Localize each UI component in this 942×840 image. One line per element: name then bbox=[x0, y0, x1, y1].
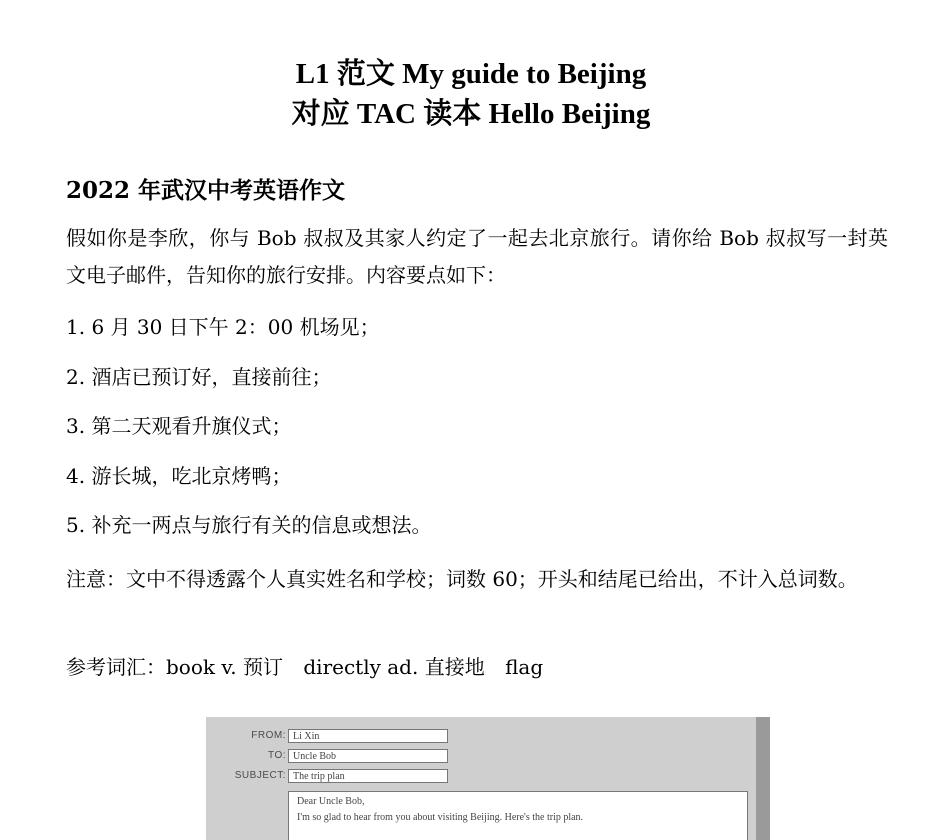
email-body bbox=[288, 791, 748, 840]
to-field: Uncle Bob bbox=[288, 749, 448, 763]
vocab-item-directly: directly ad. 直接地 bbox=[303, 655, 485, 679]
point-5: 5. 补充一两点与旅行有关的信息或想法。 bbox=[66, 513, 432, 537]
point-4: 4. 游长城，吃北京烤鸭； bbox=[66, 464, 292, 488]
point-3: 3. 第二天观看升旗仪式； bbox=[66, 414, 292, 438]
vocab-item-book: 参考词汇：book v. 预订 bbox=[66, 655, 284, 679]
to-label: TO: bbox=[268, 750, 286, 761]
document-title-line2: 对应 TAC 读本 Hello Beijing bbox=[291, 98, 651, 130]
email-body-text: I'm so glad to hear from you about visiting Beijing. Here's the trip plan. bbox=[297, 812, 584, 823]
vocab-item-flag: flag bbox=[505, 655, 544, 679]
subject-field: The trip plan bbox=[288, 769, 448, 783]
figure-shadow bbox=[756, 717, 770, 840]
from-field: Li Xin bbox=[288, 729, 448, 743]
intro-paragraph: 假如你是李欣，你与 Bob 叔叔及其家人约定了一起去北京旅行。请你给 Bob 叔叔写一封英文电子邮件，告知你的旅行安排。内容要点如下： bbox=[66, 226, 888, 287]
email-figure bbox=[206, 717, 770, 840]
note-paragraph: 注意：文中不得透露个人真实姓名和学校；词数 60；开头和结尾已给出，不计入总词数。 bbox=[66, 567, 858, 591]
point-1: 1. 6 月 30 日下午 2：00 机场见； bbox=[66, 315, 380, 339]
subject-label: SUBJECT: bbox=[234, 770, 286, 781]
document-title-line1: L1 范文 My guide to Beijing bbox=[295, 58, 647, 90]
section-heading: 2022 年武汉中考英语作文 bbox=[66, 177, 346, 204]
email-greeting: Dear Uncle Bob, bbox=[297, 796, 365, 807]
from-label: FROM: bbox=[251, 730, 286, 741]
point-2: 2. 酒店已预订好，直接前往； bbox=[66, 365, 332, 389]
vocabulary-line bbox=[66, 652, 557, 682]
